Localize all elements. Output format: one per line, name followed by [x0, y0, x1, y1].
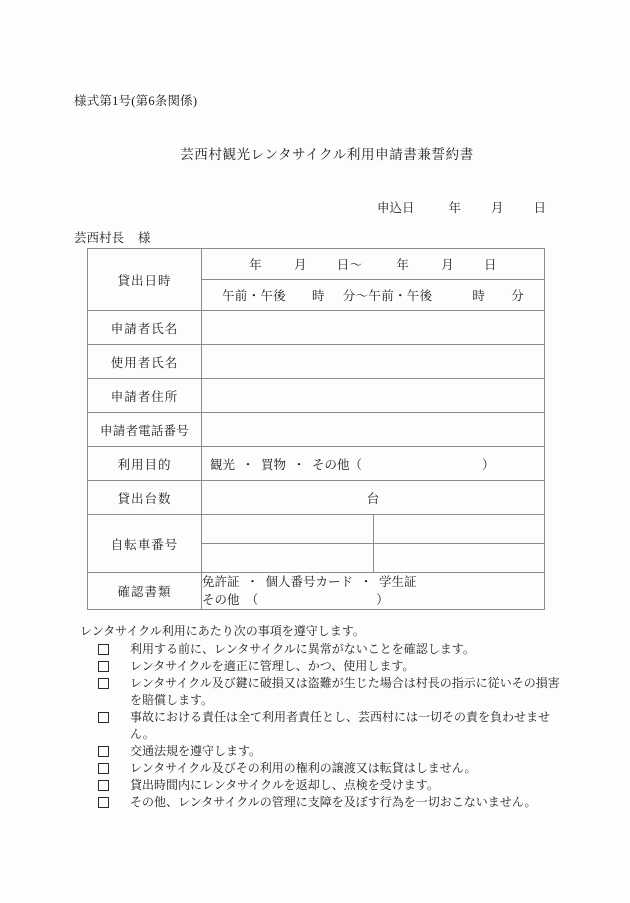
addressee-name: 芸西村長 [74, 231, 125, 245]
addressee-honorific: 様 [138, 231, 151, 245]
lend-month-start: 月 [293, 258, 307, 272]
application-date-label: 申込日 [376, 201, 415, 215]
pledge-item[interactable] [80, 794, 560, 811]
bicycle-number-grid [202, 515, 545, 573]
lend-month-end: 月 [441, 258, 455, 272]
pledge-item-label: 交通法規を遵守します。 [130, 744, 262, 758]
label-lend-count: 貸出台数 [88, 481, 202, 515]
bicycle-number-cell-1[interactable] [202, 515, 373, 544]
bicycle-number-cell-3[interactable] [202, 544, 373, 573]
pledge-item-label: その他、レンタサイクルの管理に支障を及ぼす行為を一切おこないません。 [130, 795, 537, 809]
pledge-item[interactable] [80, 777, 560, 794]
value-applicant-phone[interactable] [202, 413, 545, 447]
checkbox-icon[interactable] [98, 794, 120, 811]
application-date-day: 日 [533, 201, 546, 215]
doc-separator-1: ・ [246, 575, 259, 589]
checkbox-icon[interactable] [98, 760, 120, 777]
checkbox-icon[interactable] [98, 777, 120, 794]
value-confirm-documents[interactable] [202, 573, 545, 610]
lend-date-line [202, 255, 544, 273]
checkbox-icon[interactable] [98, 709, 120, 726]
bicycle-number-row-2 [202, 544, 544, 573]
purpose-separator-2: ・ [292, 457, 306, 472]
table-row-applicant-address [88, 379, 545, 413]
doc-option-license[interactable]: 免許証 [202, 575, 240, 589]
bicycle-number-row-1 [202, 515, 544, 544]
bicycle-number-cell-4[interactable] [373, 544, 544, 573]
value-user-name[interactable] [202, 345, 545, 379]
pledge-item[interactable] [80, 675, 560, 709]
lend-minute-start: 分～午前・午後 [342, 289, 433, 303]
pledge-section [80, 623, 560, 811]
purpose-option-other-close: ） [482, 457, 495, 472]
pledge-item-label: 利用する前に、レンタサイクルに異常がないことを確認します。 [130, 642, 475, 656]
lend-hour-start: 時 [311, 289, 325, 303]
pledge-item-label: 貸出時間内にレンタサイクルを返却し、点検を受けます。 [130, 778, 439, 792]
lend-day-end: 日 [484, 258, 497, 272]
pledge-item[interactable] [80, 658, 560, 675]
lend-time-line [202, 286, 544, 304]
doc-option-mynumber-card[interactable]: 個人番号カード [265, 575, 354, 589]
form-number: 様式第1号(第6条関係) [74, 94, 198, 108]
pledge-item[interactable] [80, 760, 560, 777]
confirm-documents-line-2 [202, 591, 544, 609]
table-row-confirm-documents [88, 573, 545, 610]
table-row-lend-count [88, 481, 545, 515]
doc-option-student-id[interactable]: 学生証 [379, 575, 417, 589]
pledge-item-label: レンタサイクル及び鍵に破損又は盗難が生じた場合は村長の指示に従いその損害を賠償します。 [130, 676, 560, 707]
checkbox-icon[interactable] [98, 641, 120, 658]
value-lend-count[interactable] [202, 481, 545, 515]
label-applicant-address: 申請者住所 [88, 379, 202, 413]
lend-year-end: 年 [396, 258, 410, 272]
value-applicant-name[interactable] [202, 311, 545, 345]
doc-option-other-close: ） [376, 593, 389, 608]
label-bicycle-number: 自転車番号 [88, 515, 202, 573]
pledge-item[interactable] [80, 641, 560, 658]
label-applicant-phone: 申請者電話番号 [88, 413, 202, 447]
application-date-line [0, 198, 546, 216]
label-lend-datetime: 貸出日時 [88, 249, 202, 311]
label-confirm-documents: 確認書類 [88, 573, 202, 610]
table-row-lend-datetime [88, 249, 545, 280]
label-user-name: 使用者氏名 [88, 345, 202, 379]
purpose-option-sightseeing[interactable]: 観光 [210, 457, 236, 472]
table-row-user-name [88, 345, 545, 379]
pledge-item-label: 事故における責任は全て利用者責任とし、芸西村には一切その責を負わせません。 [130, 710, 551, 741]
lend-time-cell[interactable] [202, 280, 545, 311]
application-date-year: 年 [448, 201, 461, 215]
application-table [87, 248, 545, 610]
lend-year-start: 年 [249, 258, 262, 272]
label-applicant-name: 申請者氏名 [88, 311, 202, 345]
value-purpose[interactable] [202, 447, 545, 481]
pledge-item[interactable] [80, 709, 560, 743]
lend-count-unit: 台 [366, 491, 380, 506]
confirm-documents-line-1 [202, 573, 544, 591]
checkbox-icon[interactable] [98, 658, 120, 675]
purpose-option-other[interactable]: その他（ [312, 457, 363, 472]
doc-option-other-open[interactable]: その他 （ [202, 593, 259, 608]
table-row-applicant-phone [88, 413, 545, 447]
table-row-purpose [88, 447, 545, 481]
doc-separator-2: ・ [359, 575, 373, 589]
purpose-separator-1: ・ [241, 457, 255, 472]
purpose-options [202, 455, 544, 473]
value-applicant-address[interactable] [202, 379, 545, 413]
lend-minute-end: 分 [511, 289, 525, 303]
checkbox-icon[interactable] [98, 675, 120, 692]
purpose-option-shopping[interactable]: 買物 [261, 457, 287, 472]
page-title: 芸西村観光レンタサイクル利用申請書兼誓約書 [180, 147, 474, 162]
label-purpose: 利用目的 [88, 447, 202, 481]
bicycle-number-cell-2[interactable] [373, 515, 544, 544]
pledge-list [80, 641, 560, 811]
bicycle-number-subtable [202, 515, 544, 572]
pledge-item[interactable] [80, 743, 560, 760]
lend-ampm-start: 午前・午後 [221, 289, 286, 303]
lend-day-start: 日～ [336, 258, 363, 272]
table-row-bicycle-number [88, 515, 545, 573]
pledge-item-label: レンタサイクルを適正に管理し、かつ、使用します。 [130, 659, 415, 673]
pledge-item-label: レンタサイクル及びその利用の権利の譲渡又は転貸はしません。 [130, 761, 477, 775]
addressee-line [74, 228, 151, 246]
pledge-intro: レンタサイクル利用にあたり次の事項を遵守します。 [80, 624, 365, 638]
application-date-month: 月 [490, 201, 504, 215]
checkbox-icon[interactable] [98, 743, 120, 760]
lend-date-cell[interactable] [202, 249, 545, 280]
table-row-applicant-name [88, 311, 545, 345]
lend-hour-end: 時 [472, 289, 486, 303]
